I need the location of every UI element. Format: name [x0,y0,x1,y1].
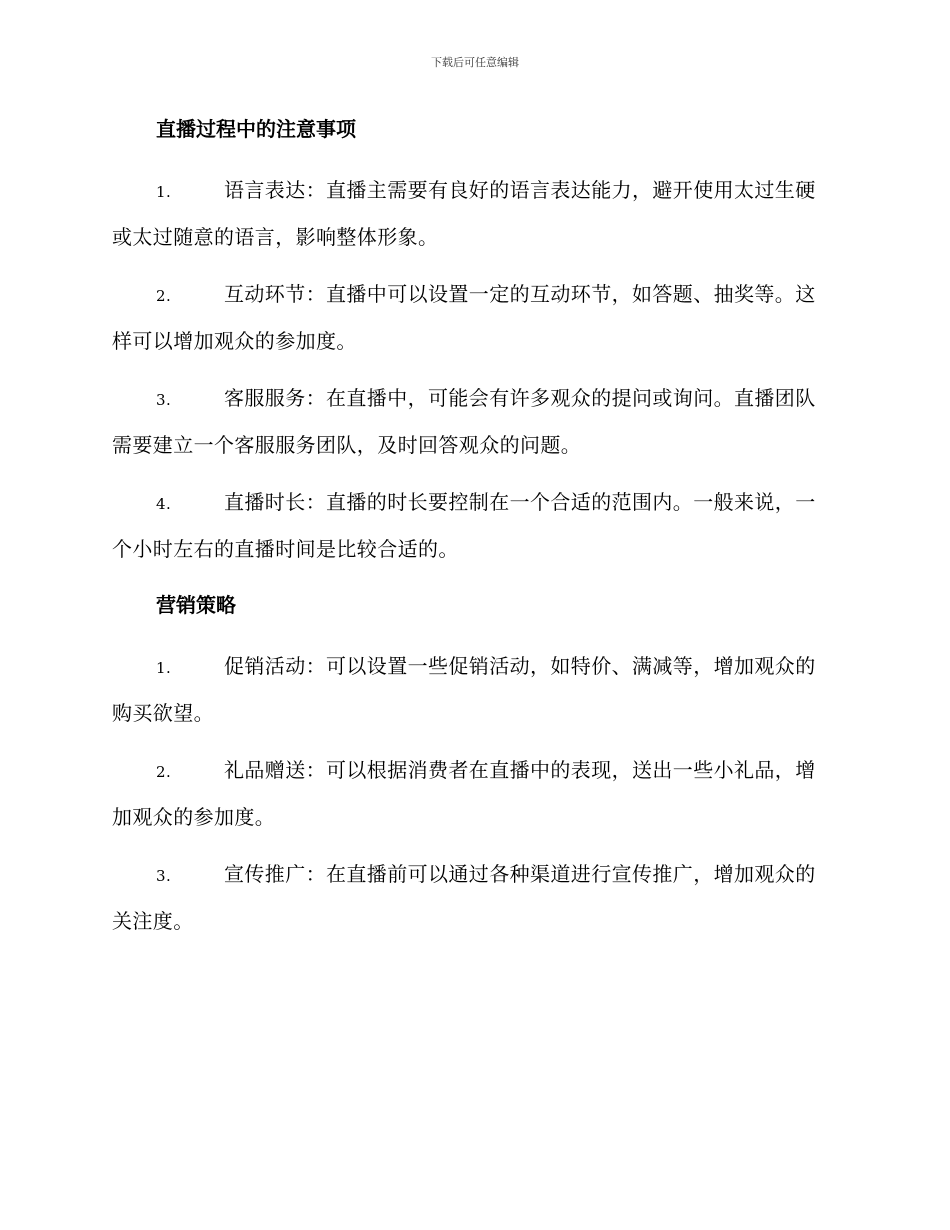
list-item-number: 1. [156,183,172,201]
list-item [112,168,834,260]
list-item [112,480,834,572]
list-item-text: 促销活动：可以设置一些促销活动，如特价、满减等，增加观众的购买欲望。 [112,654,816,725]
list-item-number: 2. [156,287,172,305]
list-item [112,376,834,468]
list-item-number: 1. [156,659,172,677]
page-header: 下载后可任意编辑 [431,56,519,69]
list-item-number: 4. [156,495,172,513]
list-item [112,644,834,736]
list-item-text: 宣传推广：在直播前可以通过各种渠道进行宣传推广，增加观众的关注度。 [112,862,816,933]
document-body [112,112,834,956]
list-item-number: 3. [156,867,172,885]
list-item-number: 3. [156,391,172,409]
list-item [112,852,834,944]
list-item-text: 客服服务：在直播中，可能会有许多观众的提问或询问。直播团队需要建立一个客服服务团队，及时回答观众的问题。 [112,386,816,457]
list-item-text: 礼品赠送：可以根据消费者在直播中的表现，送出一些小礼品，增加观众的参加度。 [112,758,816,829]
section-title-marketing: 营销策略 [156,593,236,617]
section-title-notes: 直播过程中的注意事项 [156,117,356,141]
list-item-text: 互动环节：直播中可以设置一定的互动环节，如答题、抽奖等。这样可以增加观众的参加度。 [112,282,816,353]
list-item-number: 2. [156,763,172,781]
list-item [112,272,834,364]
list-item [112,748,834,840]
list-item-text: 语言表达：直播主需要有良好的语言表达能力，避开使用太过生硬或太过随意的语言，影响整体形象。 [112,178,816,249]
list-item-text: 直播时长：直播的时长要控制在一个合适的范围内。一般来说，一个小时左右的直播时间是比较合适的。 [112,490,816,561]
